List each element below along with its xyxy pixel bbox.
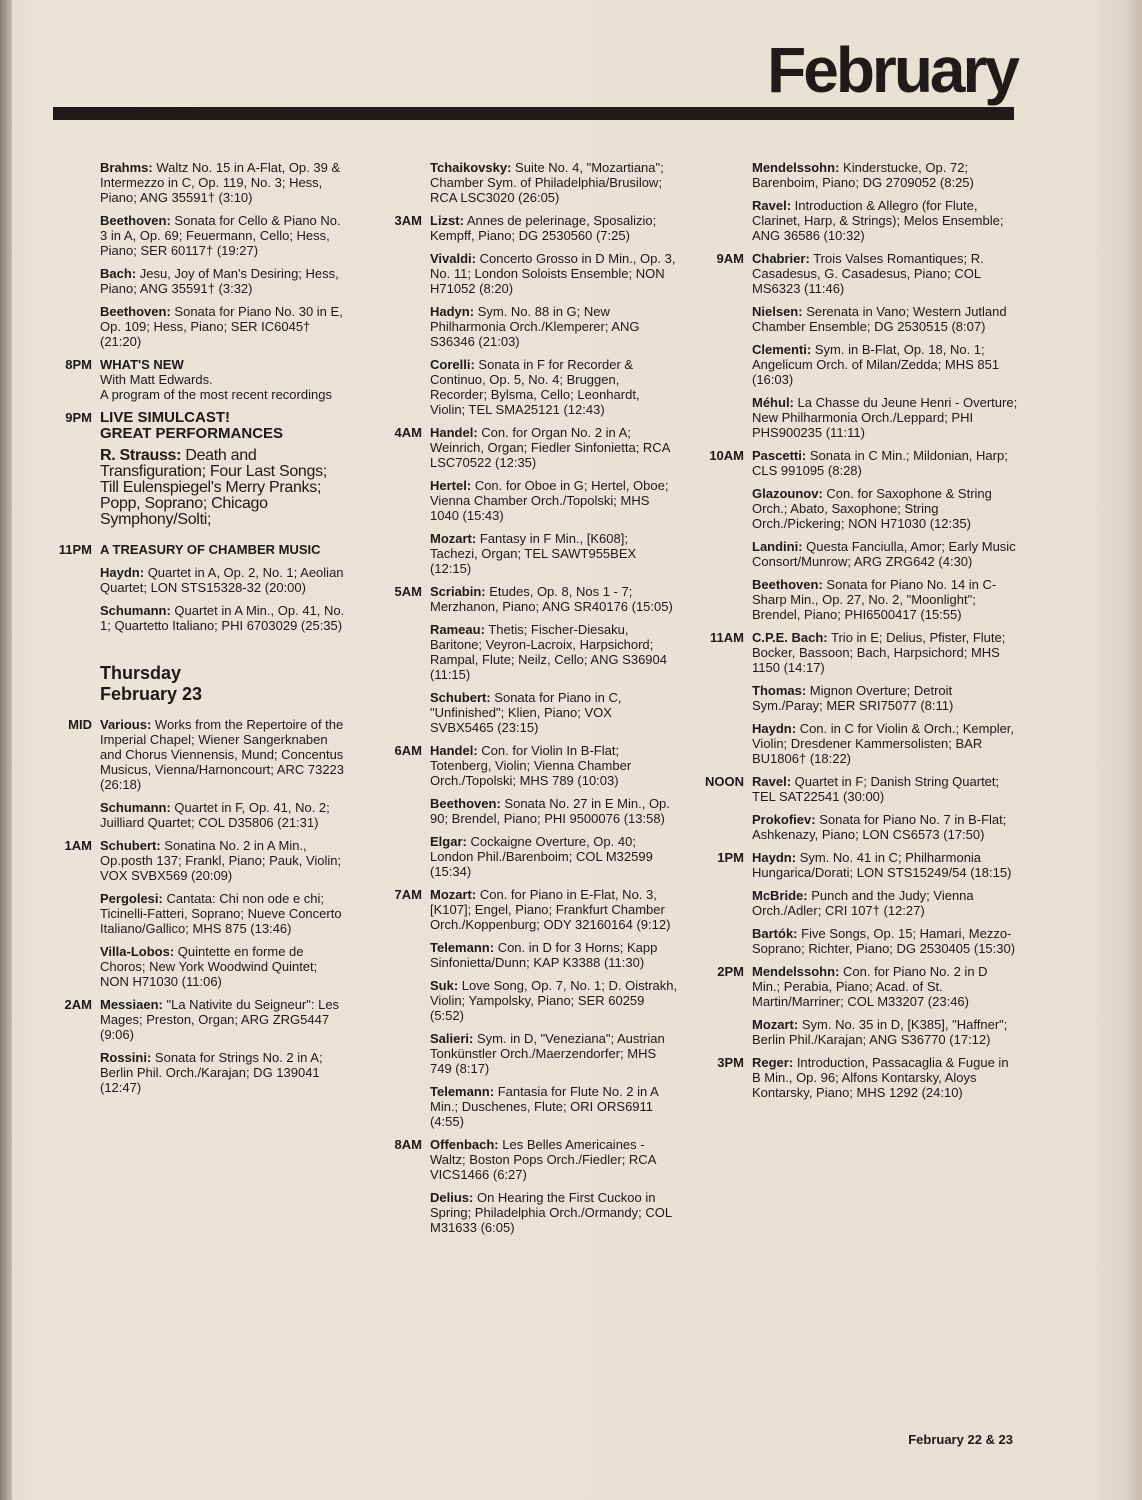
time-slot: [48, 997, 348, 1095]
slot-time: 1AM: [64, 838, 92, 853]
work-details: On Hearing the First Cuckoo in Spring; Philadelphia Orch./Ormandy; COL M31633 (6:05): [430, 1190, 672, 1235]
program-entry: [100, 717, 348, 792]
composer: Clementi:: [752, 342, 812, 357]
composer: Scriabin:: [430, 584, 486, 599]
work-details: Sonata for Piano No. 30 in E, Op. 109; Hess, Piano; SER IC6045† (21:20): [100, 304, 343, 349]
program-entry: [100, 1050, 348, 1095]
work-details: Con. for Organ No. 2 in A; Weinrich, Organ; Fiedler Sinfonietta; RCA LSC70522 (12:35): [430, 425, 670, 470]
composer: Prokofiev:: [752, 812, 816, 827]
program-entry: [752, 198, 1018, 243]
composer: Thomas:: [752, 683, 807, 698]
composer: Haydn:: [752, 721, 797, 736]
work-details: Sym. in D, "Veneziana"; Austrian Tonkünstler Orch./Maerzendorfer; MHS 749 (8:17): [430, 1031, 665, 1076]
composer: Messiaen:: [100, 997, 163, 1012]
work-details: Con. for Violin In B-Flat; Totenberg, Violin; Vienna Chamber Orch./Topolski; MHS 789 (10:03): [430, 743, 632, 788]
composer: Hadyn:: [430, 304, 475, 319]
composer: Hertel:: [430, 478, 472, 493]
slot-time: 3PM: [717, 1055, 744, 1070]
time-slot: [48, 717, 348, 830]
work-details: Con. in C for Violin & Orch.; Kempler, Violin; Dresdener Kammersolisten; BAR BU1806† (18:22): [752, 721, 1015, 766]
work-details: Sonata No. 27 in E Min., Op. 90; Brendel, Piano; PHI 9500076 (13:58): [430, 796, 670, 826]
column-1-listings-bottom: [48, 717, 348, 1095]
composer: Bartók:: [752, 926, 798, 941]
program-entry: [752, 683, 1018, 713]
time-slot: [378, 425, 678, 576]
time-slot-simulcast: [48, 410, 348, 528]
program-entry: [752, 160, 1018, 190]
composer: Glazounov:: [752, 486, 823, 501]
composer: Pergolesi:: [100, 891, 163, 906]
work-details: Suite No. 4, "Mozartiana"; Chamber Sym. of Philadelphia/Brusilow; RCA LSC3020 (26:05): [430, 160, 664, 205]
composer: Lizst:: [430, 213, 464, 228]
composer: Offenbach:: [430, 1137, 499, 1152]
column-3: [700, 160, 1018, 1108]
composer: Schumann:: [100, 603, 171, 618]
program-entry: [100, 603, 348, 633]
work-details: "La Nativite du Seigneur": Les Mages; Preston, Organ; ARG ZRG5447 (9:06): [100, 997, 340, 1042]
time-slot: [700, 964, 1018, 1047]
composer: Schumann:: [100, 800, 171, 815]
program-entry: [752, 630, 1018, 675]
work-details: Thetis; Fischer-Diesaku, Baritone; Veyron-Lacroix, Harpsichord; Rampal, Flute; Neilz, Cello; ANG S36904 (11:15): [430, 622, 667, 682]
work-details: Introduction, Passacaglia & Fugue in B Min., Op. 96; Alfons Kontarsky, Aloys Kontarsky, Piano; MHS 1292 (24:10): [752, 1055, 1009, 1100]
program-entry: [752, 577, 1018, 622]
work-details: Mignon Overture; Detroit Sym./Paray; MER SRI75077 (8:11): [752, 683, 954, 713]
composer: Elgar:: [430, 834, 467, 849]
slot-time: NOON: [705, 774, 744, 789]
slot-time: 2AM: [64, 997, 92, 1012]
program-entry: [752, 539, 1018, 569]
program-entry: [430, 584, 678, 614]
composer: Méhul:: [752, 395, 794, 410]
work-details: Sym. No. 88 in G; New Philharmonia Orch./Klemperer; ANG S36346 (21:03): [430, 304, 640, 349]
day-name: Thursday: [100, 663, 182, 683]
composer: C.P.E. Bach:: [752, 630, 828, 645]
composer: Rossini:: [100, 1050, 152, 1065]
slot-time: 10AM: [709, 448, 744, 463]
slot-time: 2PM: [717, 964, 744, 979]
program-entry: [430, 531, 678, 576]
time-slot: [700, 251, 1018, 440]
day-heading: [48, 663, 348, 705]
work-details: Introduction & Allegro (for Flute, Clarinet, Harp, & Strings); Melos Ensemble; ANG 36586 (10:32): [752, 198, 1004, 243]
composer: McBride:: [752, 888, 808, 903]
work-details: Con. for Oboe in G; Hertel, Oboe; Vienna Chamber Orch./Topolski; MHS 1040 (15:43): [430, 478, 669, 523]
composer: Delius:: [430, 1190, 474, 1205]
time-slot: [378, 1137, 678, 1235]
composer: Bach:: [100, 266, 137, 281]
program-entry: [752, 395, 1018, 440]
slot-time: 11AM: [710, 630, 744, 645]
slot-time: 8AM: [394, 1137, 422, 1152]
work-details: Quartet in A Min., Op. 41, No. 1; Quartetto Italiano; PHI 6703029 (25:35): [100, 603, 345, 633]
composer: Telemann:: [430, 940, 495, 955]
time-slot-whats-new: [48, 357, 348, 402]
slot-time: 6AM: [394, 743, 422, 758]
program-entry: [100, 800, 348, 830]
composer: Reger:: [752, 1055, 794, 1070]
program-entry: [100, 357, 348, 402]
work-details: Questa Fanciulla, Amor; Early Music Consort/Munrow; ARG ZRG642 (4:30): [752, 539, 1016, 569]
time-slot: [700, 850, 1018, 956]
composer: Ravel:: [752, 774, 792, 789]
work-details: La Chasse du Jeune Henri - Overture; New Philharmonia Orch./Leppard; PHI PHS900235 (11:11): [752, 395, 1018, 440]
work-details: Sonata for Piano No. 7 in B-Flat; Ashkenazy, Piano; LON CS6573 (17:50): [752, 812, 1007, 842]
composer: Villa-Lobos:: [100, 944, 175, 959]
time-slot: [700, 160, 1018, 243]
page-binding: [0, 0, 12, 1500]
composer: Beethoven:: [752, 577, 823, 592]
work-details: Sym. No. 35 in D, [K385], "Haffner"; Berlin Phil./Karajan; ANG S36770 (17:12): [752, 1017, 1008, 1047]
program-entry: [430, 743, 678, 788]
program-entry: [430, 622, 678, 682]
program-entry: [430, 796, 678, 826]
time-slot: [700, 448, 1018, 622]
work-details: Death and Transfiguration; Four Last Songs; Till Eulenspiegel's Merry Pranks; Popp, Soprano; Chicago Symphony/Solti;: [100, 447, 327, 528]
composer: Mozart:: [752, 1017, 799, 1032]
composer: Ravel:: [752, 198, 792, 213]
program-entry: [752, 926, 1018, 956]
program-entry: [430, 304, 678, 349]
program-entry: [430, 251, 678, 296]
program-entry: [100, 266, 348, 296]
work-details: Sonata for Piano in C, "Unfinished"; Klien, Piano; VOX SVBX5465 (23:15): [430, 690, 622, 735]
work-details: Con. for Piano in E-Flat, No. 3, [K107]; Engel, Piano; Frankfurt Chamber Orch./Koppenburg; ODY 32160164 (9:12): [430, 887, 671, 932]
program-entry: [100, 838, 348, 883]
work-details: Quartet in F, Op. 41, No. 2; Juilliard Quartet; COL D35806 (21:31): [100, 800, 330, 830]
program-entry: [430, 160, 678, 205]
work-details: Concerto Grosso in D Min., Op. 3, No. 11; London Soloists Ensemble; NON H71052 (8:20): [430, 251, 676, 296]
work-details: Love Song, Op. 7, No. 1; D. Oistrakh, Violin; Yampolsky, Piano; SER 60259 (5:52): [430, 978, 678, 1023]
program-heading: [100, 542, 348, 557]
composer: Suk:: [430, 978, 459, 993]
work-details: Jesu, Joy of Man's Desiring; Hess, Piano; ANG 35591† (3:32): [100, 266, 339, 296]
treasury-entries: [100, 565, 348, 633]
program-entry: [430, 940, 678, 970]
composer: Beethoven:: [100, 304, 171, 319]
slot-time: 5AM: [394, 584, 422, 599]
composer: Mozart:: [430, 887, 477, 902]
program-description: A program of the most recent recordings: [100, 387, 332, 402]
program-entry: [430, 1190, 678, 1235]
composer: Handel:: [430, 425, 478, 440]
time-slot: [48, 838, 348, 989]
work-details: Sonatina No. 2 in A Min., Op.posth 137; Frankl, Piano; Pauk, Violin; VOX SVBX569 (20:09): [100, 838, 342, 883]
program-subtitle: GREAT PERFORMANCES: [100, 425, 284, 442]
slot-time: 7AM: [394, 887, 422, 902]
work-details: Etudes, Op. 8, Nos 1 - 7; Merzhanon, Piano; ANG SR40176 (15:05): [430, 584, 673, 614]
composer: Landini:: [752, 539, 803, 554]
work-details: Waltz No. 15 in A-Flat, Op. 39 & Intermezzo in C, Op. 119, No. 3; Hess, Piano; ANG 35591† (3:10): [100, 160, 341, 205]
work-details: Sym. No. 41 in C; Philharmonia Hungarica/Dorati; LON STS15249/54 (18:15): [752, 850, 1012, 880]
work-details: Con. for Saxophone & String Orch.; Abato, Saxophone; String Orch./Pickering; NON H71030 (12:35): [752, 486, 992, 531]
composer: Mozart:: [430, 531, 477, 546]
composer: Nielsen:: [752, 304, 803, 319]
work-details: Works from the Repertoire of the Imperial Chapel; Wiener Sangerknaben and Chorus Viennensis, Mund; Concentus Musicus, Vienna/Harnoncourt; ARC 73223 (26:18): [100, 717, 345, 792]
title-rule: [53, 107, 1014, 120]
work-details: Les Belles Americaines - Waltz; Boston Pops Orch./Fiedler; RCA VICS1466 (6:27): [430, 1137, 656, 1182]
program-entry: [752, 812, 1018, 842]
program-entry: [100, 410, 348, 528]
work-details: Con. for Piano No. 2 in D Min.; Perabia, Piano; Acad. of St. Martin/Marriner; COL M33207 (23:46): [752, 964, 988, 1009]
page-title: February: [767, 34, 1017, 106]
work-details: Cockaigne Overture, Op. 40; London Phil./Barenboim; COL M32599 (15:34): [430, 834, 653, 879]
work-details: Five Songs, Op. 15; Hamari, Mezzo-Soprano; Richter, Piano; DG 2530405 (15:30): [752, 926, 1016, 956]
work-details: Fantasia for Flute No. 2 in A Min.; Duschenes, Flute; ORI ORS6911 (4:55): [430, 1084, 659, 1129]
page-footer: February 22 & 23: [908, 1432, 1013, 1447]
slot-time: 9PM: [65, 410, 92, 425]
slot-time: 3AM: [394, 213, 422, 228]
column-2: [378, 160, 678, 1243]
work-details: Quartet in F; Danish String Quartet; TEL SAT22541 (30:00): [752, 774, 1000, 804]
time-slot: [378, 743, 678, 879]
program-title: LIVE SIMULCAST!: [100, 409, 230, 426]
composer: Haydn:: [752, 850, 797, 865]
composer: Vivaldi:: [430, 251, 477, 266]
program-entry: [430, 1137, 678, 1182]
work-details: Fantasy in F Min., [K608]; Tachezi, Organ; TEL SAWT955BEX (12:15): [430, 531, 637, 576]
slot-time: 4AM: [394, 425, 422, 440]
program-entry: [752, 342, 1018, 387]
program-entry: [752, 1017, 1018, 1047]
work-details: Sonata for Piano No. 14 in C-Sharp Min., Op. 27, No. 2, "Moonlight"; Brendel, Piano; PHI6500417 (15:55): [752, 577, 997, 622]
program-entry: [430, 1084, 678, 1129]
work-details: Quartet in A, Op. 2, No. 1; Aeolian Quartet; LON STS15328-32 (20:00): [100, 565, 344, 595]
composer: Tchaikovsky:: [430, 160, 512, 175]
work-details: Sonata in F for Recorder & Continuo, Op. 5, No. 4; Bruggen, Recorder; Bylsma, Cello; Leonhardt, Violin; TEL SMA25121 (12:43): [430, 357, 640, 417]
composer: Schubert:: [430, 690, 491, 705]
column-1-listings-top: [48, 160, 348, 349]
composer: Various:: [100, 717, 152, 732]
program-entry: [752, 448, 1018, 478]
composer: Mendelssohn:: [752, 964, 840, 979]
composer: Telemann:: [430, 1084, 495, 1099]
work-details: Trio in E; Delius, Pfister, Flute; Bocker, Bassoon; Bach, Harpsichord; MHS 1150 (14:17): [752, 630, 1006, 675]
program-entry: [100, 160, 348, 205]
work-details: Sonata for Strings No. 2 in A; Berlin Phil. Orch./Karajan; DG 139041 (12:47): [100, 1050, 323, 1095]
program-entry: [100, 944, 348, 989]
composer: Brahms:: [100, 160, 153, 175]
program-entry: [752, 774, 1018, 804]
composer: Handel:: [430, 743, 478, 758]
slot-time: 1PM: [717, 850, 744, 865]
work-details: Sym. in B-Flat, Op. 18, No. 1; Angelicum Orch. of Milan/Zedda; MHS 851 (16:03): [752, 342, 1000, 387]
work-details: Annes de pelerinage, Sposalizio; Kempff, Piano; DG 2530560 (7:25): [430, 213, 657, 243]
program-entry: [430, 213, 678, 243]
composer: Corelli:: [430, 357, 475, 372]
composer: Schubert:: [100, 838, 161, 853]
composer: Beethoven:: [100, 213, 171, 228]
time-slot-treasury: [48, 542, 348, 633]
program-entry: [100, 997, 348, 1042]
work-details: Sonata in C Min.; Mildonian, Harp; CLS 991095 (8:28): [752, 448, 1008, 478]
program-entry: [752, 304, 1018, 334]
program-entry: [100, 891, 348, 936]
time-slot: [48, 160, 348, 349]
slot-time: 9AM: [716, 251, 744, 266]
program-title: WHAT'S NEW: [100, 357, 184, 372]
program-entry: [752, 1055, 1018, 1100]
work-details: Trois Valses Romantiques; R. Casadesus, G. Casadesus, Piano; COL MS6323 (11:46): [752, 251, 984, 296]
program-entry: [430, 478, 678, 523]
program-details: [100, 448, 348, 528]
work-details: Serenata in Vano; Western Jutland Chamber Ensemble; DG 2530515 (8:07): [752, 304, 1007, 334]
composer: Haydn:: [100, 565, 145, 580]
program-entry: [430, 1031, 678, 1076]
program-entry: [430, 887, 678, 932]
slot-time: MID: [68, 717, 92, 732]
slot-time: 8PM: [65, 357, 92, 372]
time-slot: [378, 160, 678, 205]
program-entry: [100, 304, 348, 349]
column-1: [48, 160, 348, 1103]
program-entry: [430, 690, 678, 735]
time-slot: [378, 213, 678, 417]
program-entry: [430, 425, 678, 470]
time-slot: [378, 584, 678, 735]
day-date: February 23: [100, 684, 203, 704]
composer: Rameau:: [430, 622, 485, 637]
work-details: Quintette en forme de Choros; New York Woodwind Quintet; NON H71030 (11:06): [100, 944, 318, 989]
program-entry: [752, 251, 1018, 296]
work-details: Kinderstucke, Op. 72; Barenboim, Piano; DG 2709052 (8:25): [752, 160, 974, 190]
program-entry: [752, 850, 1018, 880]
composer: R. Strauss:: [100, 447, 182, 464]
composer: Pascetti:: [752, 448, 807, 463]
program-entry: [430, 978, 678, 1023]
program-entry: [752, 964, 1018, 1009]
work-details: Sonata for Cello & Piano No. 3 in A, Op. 69; Feuermann, Cello; Hess, Piano; SER 60117† (19:27): [100, 213, 341, 258]
program-entry: [430, 357, 678, 417]
time-slot: [378, 887, 678, 1129]
time-slot: [700, 774, 1018, 842]
work-details: Cantata: Chi non ode e chi; Ticinelli-Fatteri, Soprano; Nueve Concerto Italiano/Gallico; MHS 875 (13:46): [100, 891, 342, 936]
time-slot: [700, 630, 1018, 766]
program-entry: [752, 721, 1018, 766]
slot-time: 11PM: [58, 542, 92, 557]
composer: Beethoven:: [430, 796, 501, 811]
time-slot: [700, 1055, 1018, 1100]
composer: Chabrier:: [752, 251, 810, 266]
program-entry: [752, 888, 1018, 918]
program-title: A TREASURY OF CHAMBER MUSIC: [100, 542, 321, 557]
composer: Mendelssohn:: [752, 160, 840, 175]
program-entry: [100, 565, 348, 595]
program-entry: [430, 834, 678, 879]
program-entry: [752, 486, 1018, 531]
program-host: With Matt Edwards.: [100, 372, 213, 387]
work-details: Con. in D for 3 Horns; Kapp Sinfonietta/Dunn; KAP K3388 (11:30): [430, 940, 658, 970]
work-details: Punch and the Judy; Vienna Orch./Adler; CRI 107† (12:27): [752, 888, 974, 918]
composer: Salieri:: [430, 1031, 474, 1046]
program-entry: [100, 213, 348, 258]
